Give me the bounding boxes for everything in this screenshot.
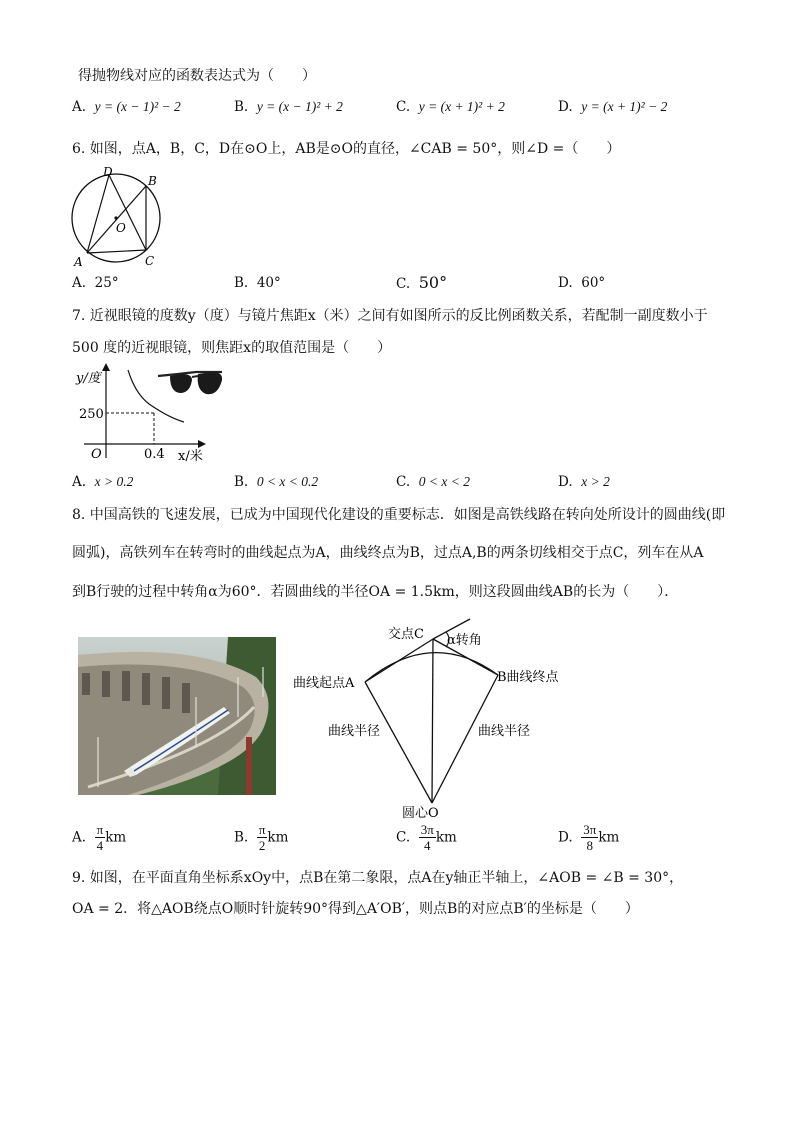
q5-stem-tail: 得抛物线对应的函数表达式为（ ）: [78, 68, 316, 84]
q8-option-c: C. $\frac{3\pi}{4}$ km: [396, 822, 457, 853]
y-axis-arrow: [102, 363, 110, 371]
label-start-a: 曲线起点A: [293, 676, 355, 691]
label-o: O: [116, 221, 126, 235]
q6-stem: 6. 如图，点A，B，C，D在⊙O上，AB是⊙O的直径，∠CAB = 50°，则∠D =（ ）: [72, 141, 621, 157]
radius-ob: [432, 675, 498, 803]
q8-option-a: A. $\frac{\pi}{4}$ km: [72, 822, 127, 853]
radius-oa: [365, 682, 432, 803]
label-intersection-c: 交点C: [388, 627, 424, 642]
q8-stem-line3: 到B行驶的过程中转角α为60°．若圆曲线的半径OA = 1.5km，则这段圆曲线AB的长为（ ）．: [72, 584, 679, 600]
q7-stem-line1: 7. 近视眼镜的度数y（度）与镜片焦距x（米）之间有如图所示的反比例函数关系，若配制一副度数小于: [72, 308, 708, 324]
label-turn-angle: α转角: [447, 633, 482, 648]
label-b: B: [148, 174, 157, 188]
q7-option-c: C. 0 < x < 2: [396, 474, 470, 490]
lens-right-icon: [198, 372, 222, 394]
label-radius-right: 曲线半径: [478, 724, 531, 739]
label-c: C: [145, 254, 155, 268]
x-axis-arrow: [198, 440, 206, 448]
q8-stem-line2: 圆弧)，高铁列车在转弯时的曲线起点为A，曲线终点为B，过点A,B的两条切线相交于点C，列车在从A: [72, 545, 704, 561]
q5-option-d: D. y = (x + 1)² − 2: [558, 99, 668, 115]
origin-label: O: [91, 447, 102, 462]
sunglasses-picture: [156, 368, 226, 400]
high-speed-train-photo: [78, 637, 276, 795]
segment-co: [432, 639, 433, 803]
q6-option-d: D. 60°: [558, 275, 606, 291]
y-axis-label: y/度: [76, 371, 101, 386]
q6-option-a: A. 25°: [72, 275, 119, 291]
chord-dc: [109, 175, 146, 250]
q6-option-c: C. 50°: [396, 273, 448, 292]
q7-stem-line2: 500 度的近视眼镜，则焦距x的取值范围是（ ）: [72, 340, 392, 356]
x-axis-label: x/米: [178, 449, 203, 464]
q6-circle-figure: [66, 166, 170, 270]
chord-ac: [87, 250, 146, 253]
q5-option-b: B. y = (x − 1)² + 2: [234, 99, 343, 115]
label-end-b: B曲线终点: [497, 670, 559, 685]
q5-option-a: A. y = (x − 1)² − 2: [72, 99, 181, 115]
q7-option-a: A. x > 0.2: [72, 474, 134, 490]
center-dot: [114, 216, 117, 219]
q7-option-d: D. x > 2: [558, 474, 610, 490]
label-radius-left: 曲线半径: [328, 724, 381, 739]
y-mark-label: 250: [79, 407, 104, 422]
q9-stem-line2: OA = 2．将△AOB绕点O顺时针旋转90°得到△A′OB′，则点B的对应点B′的坐标是（ ）: [72, 901, 639, 917]
q7-option-b: B. 0 < x < 0.2: [234, 474, 319, 490]
lens-left-icon: [170, 374, 192, 393]
q8-stem-line1: 8. 中国高铁的飞速发展，已成为中国现代化建设的重要标志．如图是高铁线路在转向处所设计的圆曲线(即: [72, 507, 726, 523]
q5-option-c: C. y = (x + 1)² + 2: [396, 99, 505, 115]
label-a: A: [74, 255, 83, 269]
q9-stem-line1: 9. 如图，在平面直角坐标系xOy中，点B在第二象限，点A在y轴正半轴上，∠AOB = ∠B = 30°，: [72, 870, 684, 886]
label-center-o: 圆心O: [402, 806, 439, 821]
q8-option-b: B. $\frac{\pi}{2}$ km: [234, 822, 289, 853]
arc-ab: [365, 653, 498, 682]
q8-curve-diagram: [290, 617, 580, 827]
label-d: D: [103, 166, 113, 179]
x-mark-label: 0.4: [144, 447, 165, 462]
glasses-bridge: [192, 376, 198, 377]
q6-option-b: B. 40°: [234, 275, 281, 291]
q8-option-d: D. $\frac{3\pi}{8}$ km: [558, 822, 620, 853]
